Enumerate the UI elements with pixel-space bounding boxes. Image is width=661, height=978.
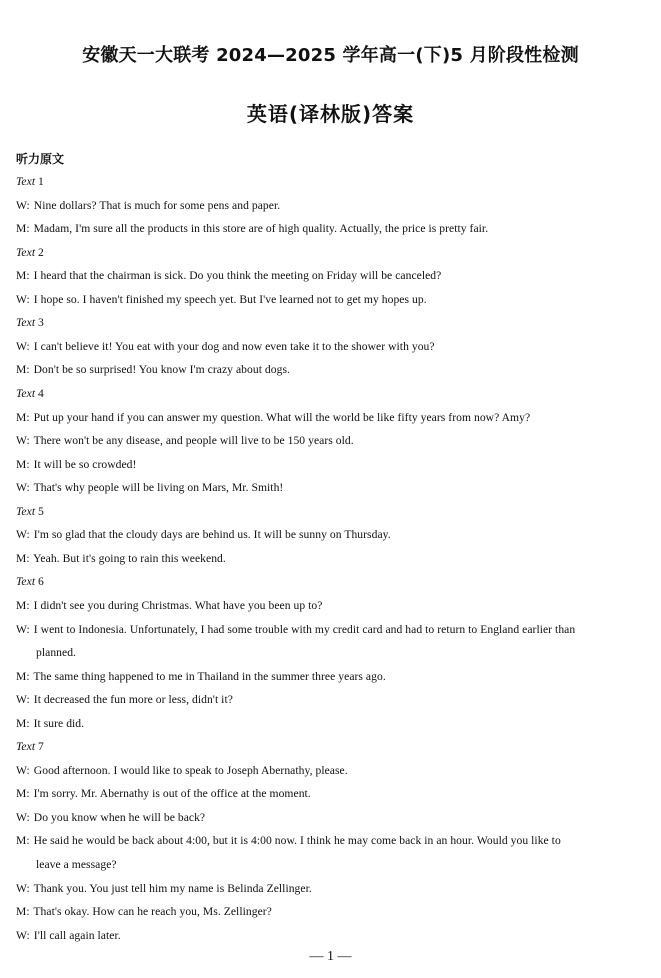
speaker-label: W:	[16, 763, 30, 777]
speaker-label: M:	[16, 363, 30, 377]
dialogue-continuation: planned.	[36, 646, 76, 659]
dialogue-text: I'm sorry. Mr. Abernathy is out of the office at the moment.	[33, 787, 311, 801]
dialogue-text: Yeah. But it's going to rain this weekend.	[33, 551, 226, 565]
speaker-label: M:	[16, 787, 30, 801]
text-heading-label: Text	[16, 175, 36, 188]
text-heading-number: 6	[35, 575, 44, 589]
speaker-label: W:	[16, 292, 30, 306]
dialogue-line	[16, 811, 205, 825]
dialogue-text: Do you know when he will be back?	[33, 810, 206, 824]
speaker-label: M:	[16, 716, 30, 730]
dialogue-line	[16, 458, 136, 472]
dialogue-text: It sure did.	[33, 716, 85, 730]
dialogue-line	[16, 764, 348, 778]
text-heading-label: Text	[16, 387, 36, 400]
dialogue-text: I hope so. I haven't finished my speech yet. But I've learned not to get my hopes up.	[33, 292, 427, 306]
dialogue-text: I went to Indonesia. Unfortunately, I had some trouble with my credit card and had to return to England earlier than	[33, 622, 576, 636]
speaker-label: W:	[16, 528, 30, 542]
text-heading-label: Text	[16, 316, 36, 330]
dialogue-line	[16, 434, 354, 448]
dialogue-line	[16, 293, 427, 307]
text-heading-number: 2	[35, 245, 44, 259]
text-heading	[16, 387, 44, 401]
dialogue-text: Madam, I'm sure all the products in this store are of high quality. Actually, the price is pretty fair.	[33, 222, 489, 236]
speaker-label: W:	[16, 622, 30, 636]
speaker-label: M:	[16, 669, 30, 683]
text-heading-number: 7	[35, 740, 44, 754]
text-heading-number: 4	[35, 387, 44, 400]
speaker-label: W:	[16, 693, 30, 707]
dialogue-text: Don't be so surprised! You know I'm crazy about dogs.	[33, 363, 290, 377]
dialogue-line	[16, 528, 391, 542]
dialogue-line	[16, 599, 322, 613]
dialogue-line	[16, 693, 233, 707]
dialogue-line	[16, 623, 575, 637]
text-heading-label: Text	[16, 504, 36, 518]
dialogue-text: I'll call again later.	[33, 928, 121, 942]
dialogue-line	[16, 363, 290, 377]
text-heading	[16, 175, 44, 189]
dialogue-text: That's why people will be living on Mars, Mr. Smith!	[33, 481, 284, 495]
dialogue-text: Good afternoon. I would like to speak to Joseph Abernathy, please.	[33, 763, 348, 777]
speaker-label: M:	[16, 410, 30, 424]
dialogue-line	[16, 717, 84, 731]
text-heading-label: Text	[16, 245, 36, 259]
dialogue-line	[16, 670, 386, 684]
dialogue-text: He said he would be back about 4:00, but it is 4:00 now. I think he may come back in an hour. Would you like to	[33, 834, 561, 848]
text-heading	[16, 505, 44, 519]
dialogue-line	[16, 269, 441, 283]
dialogue-line	[16, 882, 312, 896]
speaker-label: W:	[16, 810, 30, 824]
dialogue-line	[16, 411, 530, 425]
speaker-label: W:	[16, 928, 30, 942]
dialogue-line	[16, 929, 121, 943]
dialogue-text: I heard that the chairman is sick. Do you think the meeting on Friday will be canceled?	[33, 269, 442, 283]
text-heading	[16, 740, 44, 754]
text-heading	[16, 316, 44, 330]
dialogue-line	[16, 905, 272, 919]
dialogue-text: It will be so crowded!	[33, 457, 137, 471]
speaker-label: M:	[16, 598, 30, 612]
dialogue-text: Put up your hand if you can answer my question. What will the world be like fifty years from now? Amy?	[33, 410, 531, 424]
dialogue-text: I'm so glad that the cloudy days are behind us. It will be sunny on Thursday.	[33, 528, 391, 542]
speaker-label: M:	[16, 269, 30, 283]
text-heading-number: 3	[35, 316, 44, 330]
text-heading-label: Text	[16, 575, 36, 589]
speaker-label: W:	[16, 481, 30, 495]
dialogue-line	[16, 340, 435, 354]
speaker-label: M:	[16, 457, 30, 471]
speaker-label: W:	[16, 198, 30, 212]
dialogue-text: That's okay. How can he reach you, Ms. Zellinger?	[33, 905, 272, 919]
speaker-label: M:	[16, 834, 30, 848]
speaker-label: W:	[16, 339, 30, 353]
document-subtitle: 英语(译林版)答案	[246, 102, 415, 126]
dialogue-line	[16, 222, 488, 236]
text-heading-number: 5	[35, 504, 44, 518]
dialogue-text: I didn't see you during Christmas. What have you been up to?	[33, 598, 323, 612]
speaker-label: M:	[16, 222, 30, 236]
text-heading-label: Text	[16, 740, 36, 754]
dialogue-text: There won't be any disease, and people will live to be 150 years old.	[33, 434, 354, 448]
dialogue-line	[16, 787, 311, 801]
dialogue-text: It decreased the fun more or less, didn't it?	[33, 693, 233, 707]
dialogue-line	[16, 199, 280, 213]
dialogue-text: Thank you. You just tell him my name is Belinda Zellinger.	[33, 881, 312, 895]
speaker-label: W:	[16, 881, 30, 895]
dialogue-line	[16, 552, 226, 566]
speaker-label: M:	[16, 551, 30, 565]
dialogue-text: I can't believe it! You eat with your dog and now even take it to the shower with you?	[33, 339, 435, 353]
dialogue-text: The same thing happened to me in Thailand in the summer three years ago.	[33, 669, 386, 683]
dialogue-line	[16, 481, 283, 495]
dialogue-text: Nine dollars? That is much for some pens and paper.	[33, 198, 281, 212]
document-title: 安徽天一大联考 2024—2025 学年高一(下)5 月阶段性检测	[82, 45, 579, 66]
speaker-label: M:	[16, 905, 30, 919]
text-heading	[16, 246, 44, 260]
text-heading-number: 1	[35, 175, 44, 188]
page-number: — 1 —	[309, 949, 352, 964]
dialogue-line	[16, 834, 561, 848]
speaker-label: W:	[16, 434, 30, 448]
text-heading	[16, 575, 44, 589]
dialogue-continuation: leave a message?	[36, 858, 117, 871]
section-heading: 听力原文	[16, 152, 65, 166]
